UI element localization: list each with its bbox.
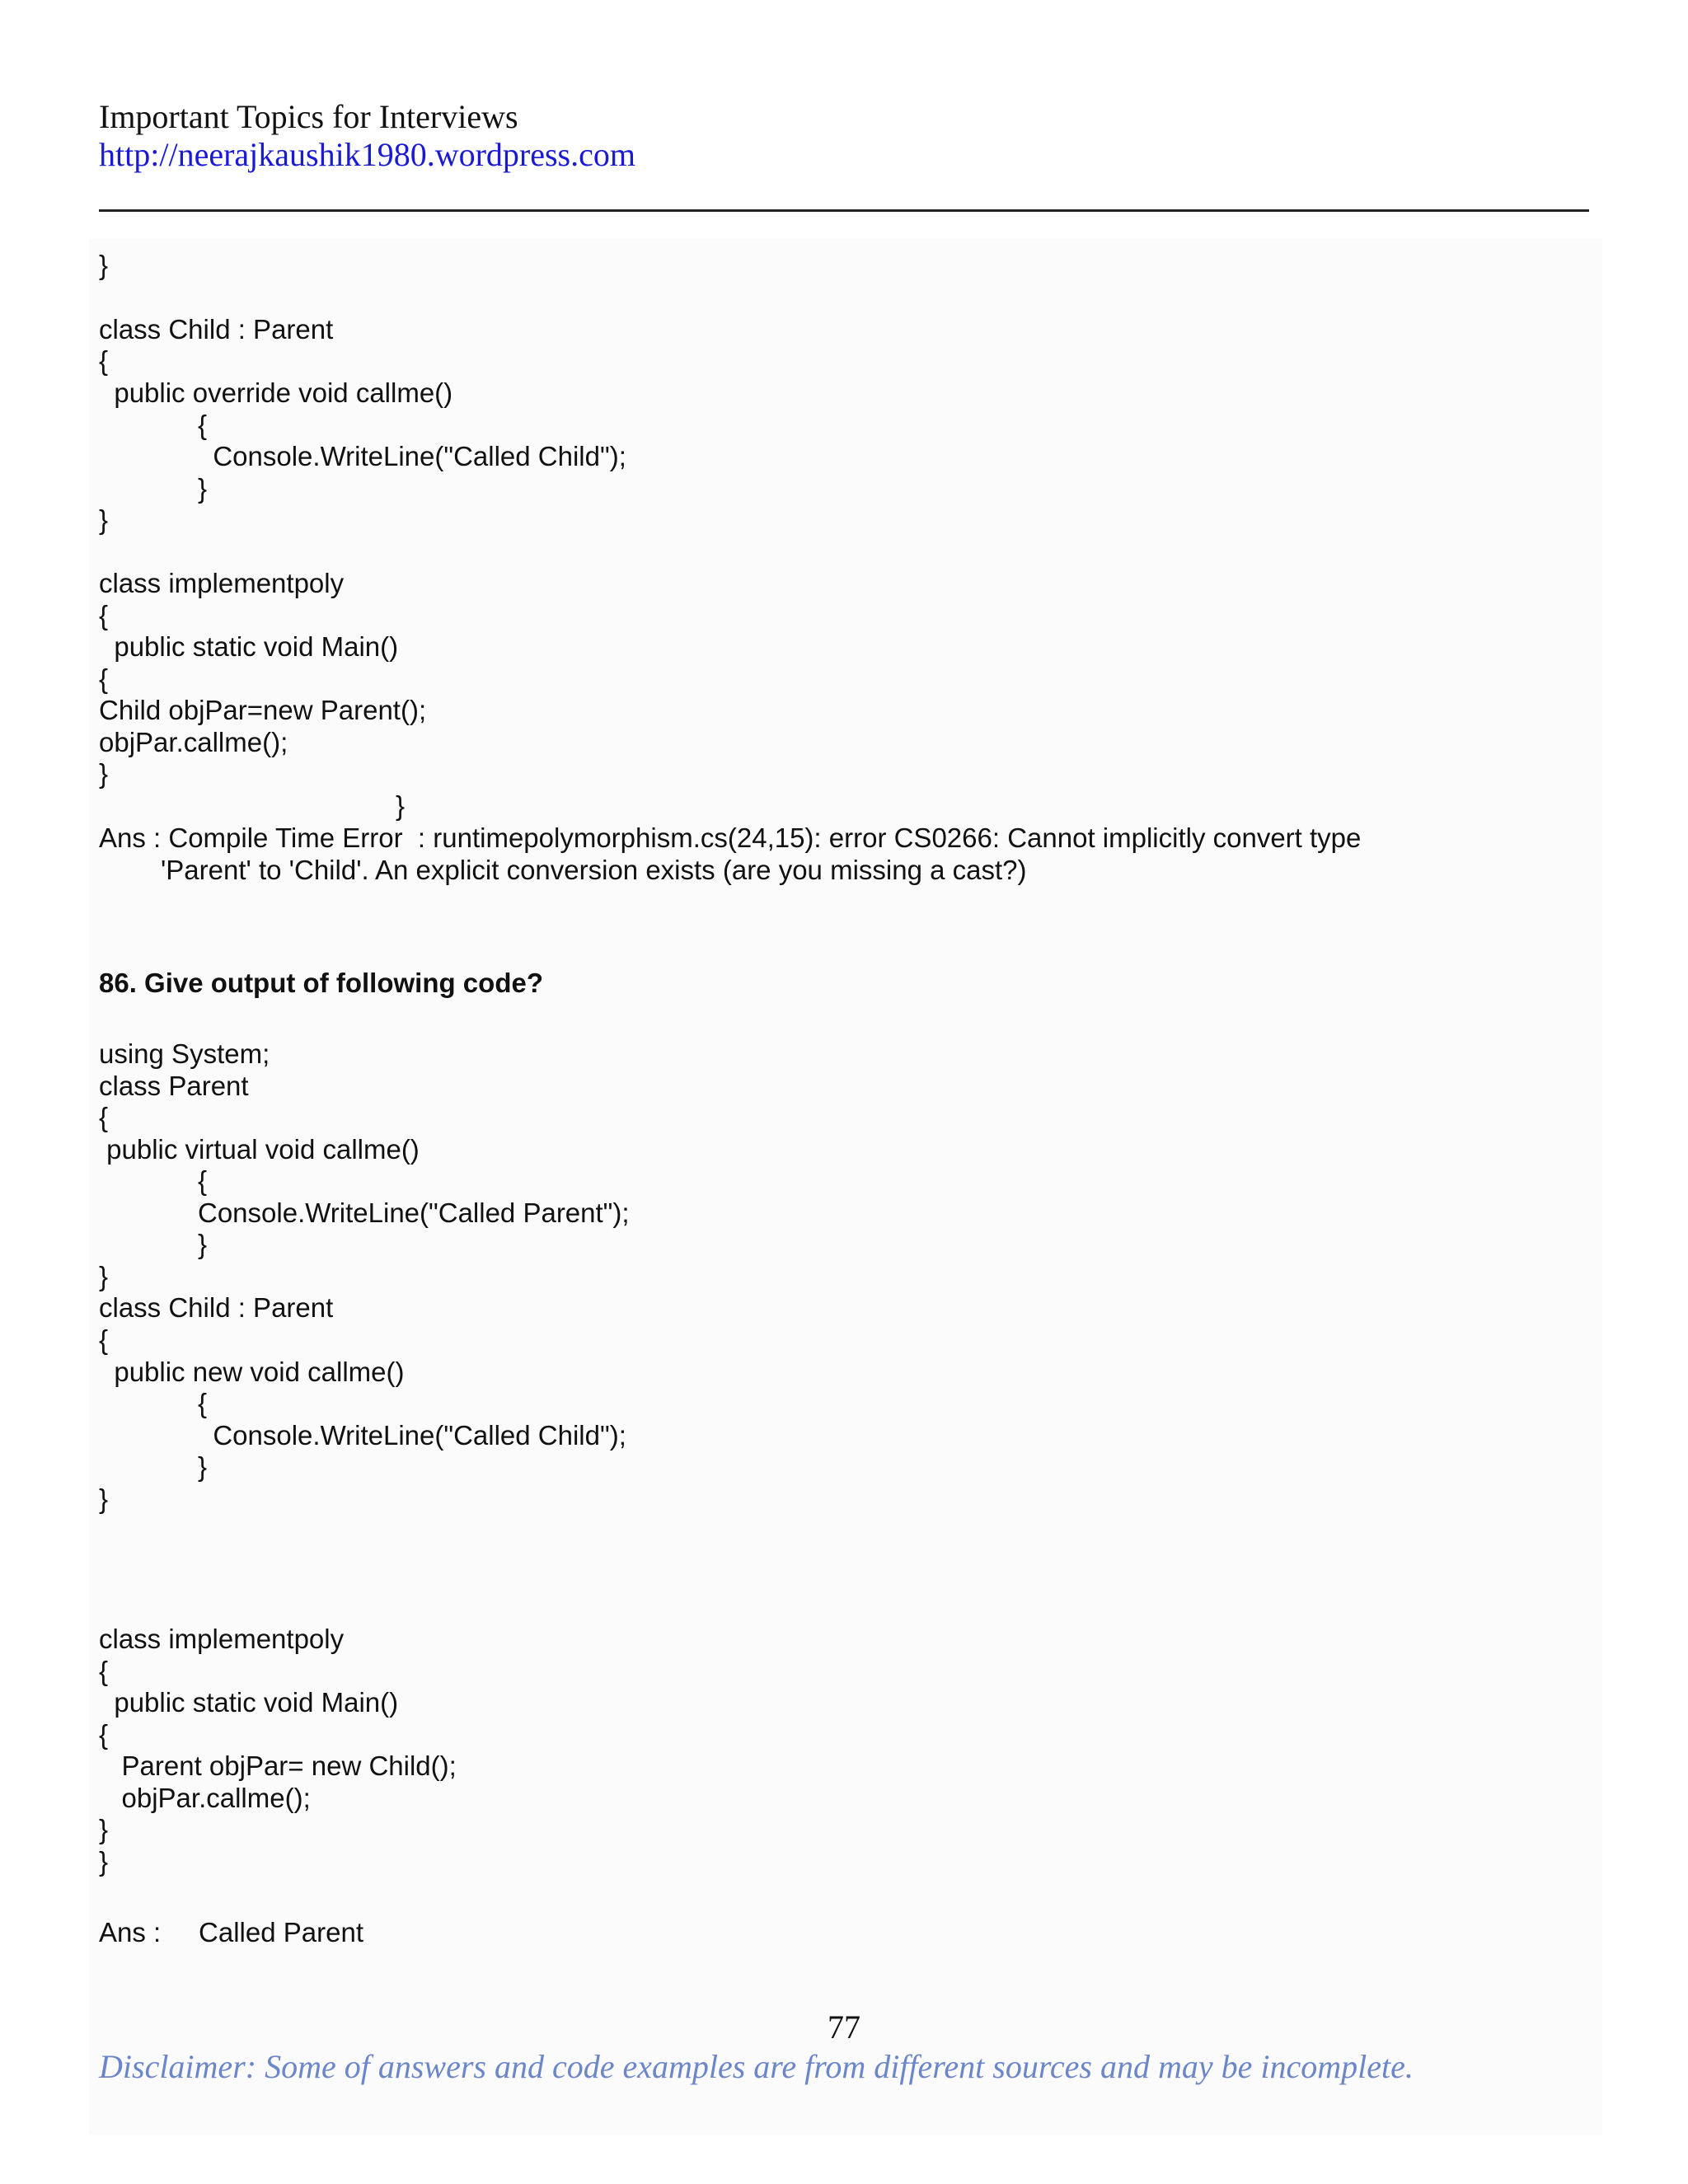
code-line: Parent objPar= new Child(); (99, 1750, 457, 1781)
code-line: } (198, 1451, 208, 1482)
code-line: { (198, 1165, 208, 1196)
code-line: { (99, 1324, 109, 1355)
code-line: } (99, 250, 109, 280)
code-line: class Child : Parent (99, 1292, 334, 1323)
answer-line: 'Parent' to 'Child'. An explicit conversion exists (are you missing a cast?) (161, 855, 1027, 885)
answer-line: Ans : Called Parent (99, 1917, 363, 1947)
code-line: class Child : Parent (99, 314, 334, 344)
code-line: { (99, 600, 109, 630)
code-line: public static void Main() (99, 1687, 399, 1718)
code-line: { (99, 663, 109, 694)
page-number: 77 (828, 2008, 860, 2046)
code-line: public virtual void callme() (99, 1134, 420, 1165)
code-line: } (99, 1814, 109, 1844)
code-line: { (99, 1719, 109, 1750)
code-line: { (99, 1656, 109, 1686)
code-line: { (198, 410, 208, 440)
question-heading: 86. Give output of following code? (99, 968, 543, 998)
code-line: } (99, 1261, 109, 1291)
header-link[interactable]: http://neerajkaushik1980.wordpress.com (99, 136, 635, 173)
code-line: { (99, 345, 109, 376)
code-line: } (99, 758, 109, 789)
code-line: } (99, 1483, 109, 1514)
code-line: } (198, 473, 208, 504)
header-divider (99, 209, 1589, 212)
header-title: Important Topics for Interviews (99, 98, 518, 135)
code-line: objPar.callme(); (99, 727, 288, 757)
code-line: class Parent (99, 1071, 249, 1101)
code-line: using System; (99, 1038, 270, 1069)
footer-disclaimer: Disclaimer: Some of answers and code examples are from different sources and may be incomplete. (99, 2048, 1414, 2085)
code-line: Console.WriteLine("Called Child"); (198, 441, 626, 471)
code-line: public new void callme() (99, 1357, 405, 1387)
code-line: } (198, 1229, 208, 1259)
code-line: Child objPar=new Parent(); (99, 695, 427, 725)
code-line: } (99, 504, 109, 535)
code-line: public static void Main() (99, 631, 399, 662)
code-line: public override void callme() (99, 377, 453, 408)
code-line: { (198, 1388, 208, 1418)
code-line: { (99, 1102, 109, 1132)
code-line: class implementpoly (99, 568, 345, 598)
code-line: Console.WriteLine("Called Parent"); (198, 1197, 630, 1228)
code-line: class implementpoly (99, 1624, 345, 1654)
code-line: } (99, 1846, 109, 1877)
answer-line: Ans : Compile Time Error : runtimepolymorphism.cs(24,15): error CS0266: Cannot implicitly convert type (99, 823, 1362, 853)
code-line: } (396, 790, 406, 821)
code-line: Console.WriteLine("Called Child"); (198, 1420, 626, 1451)
code-line: objPar.callme(); (99, 1783, 311, 1813)
